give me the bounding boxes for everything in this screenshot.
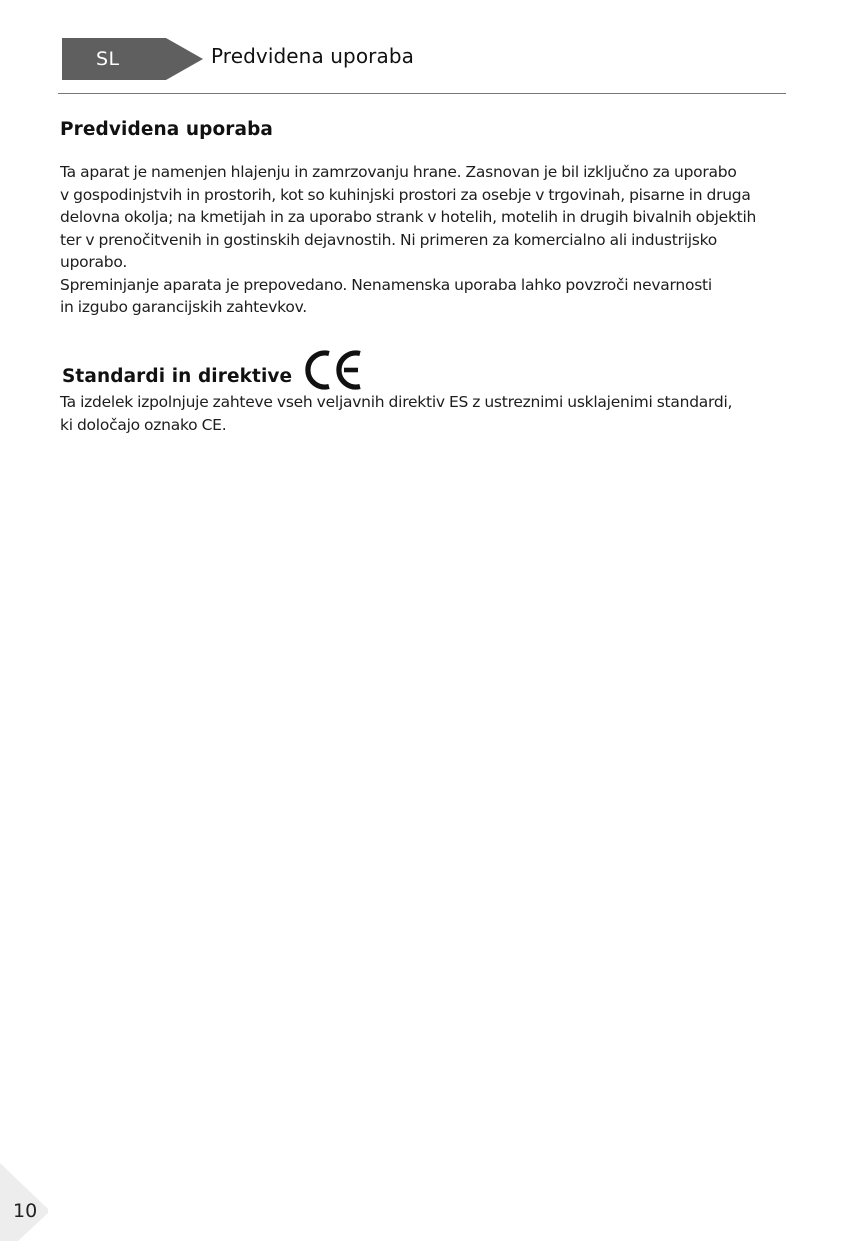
section-heading-intended-use: Predvidena uporaba (60, 119, 274, 140)
standards-paragraph (60, 391, 790, 436)
paragraph-line: in izgubo garancijskih zahtevkov. (60, 298, 307, 316)
header-divider (58, 93, 786, 94)
intended-use-paragraph (60, 161, 790, 319)
paragraph-line: uporabo. (60, 253, 127, 271)
paragraph-line: Spreminjanje aparata je prepovedano. Nenamenska uporaba lahko povzroči nevarnosti (60, 275, 712, 294)
language-tab (62, 38, 203, 80)
paragraph-line: v gospodinjstvih in prostorih, kot so kuhinjski prostori za osebje v trgovinah, pisarne in druga (60, 185, 751, 204)
paragraph-line: Ta izdelek izpolnjuje zahteve vseh veljavnih direktiv ES z ustreznimi usklajenimi standardi, (60, 393, 733, 411)
paragraph-line: Ta aparat je namenjen hlajenju in zamrzovanju hrane. Zasnovan je bil izključno za uporabo (60, 163, 737, 181)
ce-mark-icon (302, 349, 364, 391)
page-number: 10 (13, 1200, 38, 1222)
paragraph-line: ki določajo oznako CE. (60, 415, 227, 434)
language-tab-arrow-shape (62, 38, 203, 80)
paragraph-line: ter v prenočitvenih in gostinskih dejavnostih. Ni primeren za komercialno ali industrijsko (60, 230, 718, 249)
header-title: Predvidena uporaba (211, 44, 415, 68)
language-code: SL (96, 48, 120, 70)
section-heading-standards: Standardi in direktive (62, 366, 293, 387)
paragraph-line: delovna okolja; na kmetijah in za uporabo strank v hotelih, motelih in drugih bivalnih objektih (60, 208, 757, 226)
